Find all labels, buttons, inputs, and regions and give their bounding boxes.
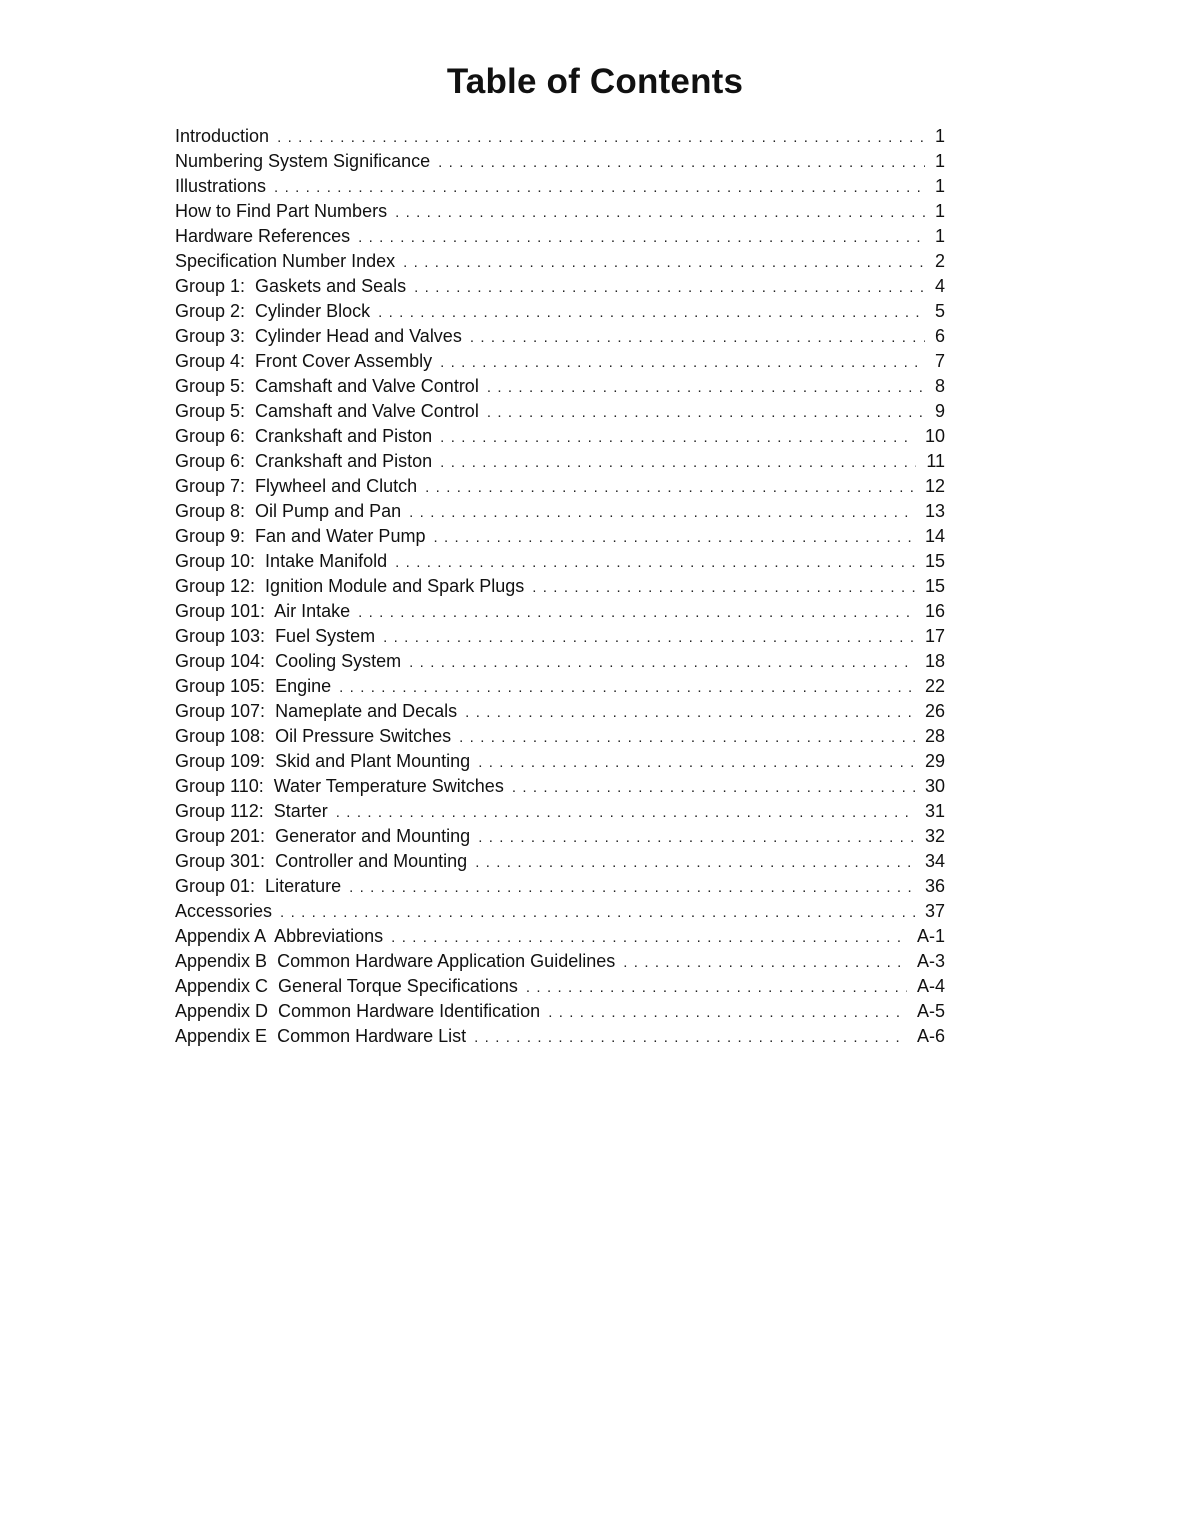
toc-entry-label: [175, 849, 467, 874]
toc-entry-label: [175, 674, 331, 699]
toc-entry: [175, 149, 945, 174]
toc-entry-page-number: 11: [926, 451, 945, 471]
toc-entry-page-number: 1: [934, 126, 945, 146]
toc-entry-label-text: Group 6: Crankshaft and Piston: [175, 451, 433, 471]
toc-entry: [175, 224, 945, 249]
toc-entry-label: [175, 999, 540, 1024]
toc-entry: [175, 1024, 945, 1049]
toc-dot-leader: [336, 800, 915, 825]
toc-entry-label-text: Group 103: Fuel System: [175, 626, 376, 646]
toc-dot-leader: [623, 950, 907, 975]
toc-entry: [175, 849, 945, 874]
toc-entry-label: [175, 499, 401, 524]
toc-entry-label-text: Group 5: Camshaft and Valve Control: [175, 401, 479, 421]
toc-dot-leader: [475, 850, 915, 875]
toc-dot-leader: [409, 500, 915, 525]
toc-dot-leader: [548, 1000, 907, 1025]
toc-entry-page-number: 5: [934, 301, 945, 321]
toc-entry-label: [175, 599, 350, 624]
toc-entry-label: [175, 149, 430, 174]
toc-entry-page-number: 7: [934, 351, 945, 371]
toc-dot-leader: [459, 725, 915, 750]
toc-entry-page-number: 8: [934, 376, 945, 396]
toc-entry-page-number: 29: [924, 751, 945, 771]
toc-dot-leader: [349, 875, 915, 900]
toc-dot-leader: [383, 625, 915, 650]
toc-entry-page-number: 14: [924, 526, 945, 546]
toc-entry: [175, 949, 945, 974]
toc-dot-leader: [403, 250, 925, 275]
toc-entry-label: [175, 824, 470, 849]
toc-entry-label: [175, 424, 432, 449]
toc-entry-label: [175, 874, 341, 899]
toc-entry-page-number: 34: [924, 851, 945, 871]
toc-entry: [175, 674, 945, 699]
toc-entry-label-text: Group 9: Fan and Water Pump: [175, 526, 426, 546]
toc-entry: [175, 299, 945, 324]
toc-entry-page-number: 13: [924, 501, 945, 521]
toc-entry-page-number: 15: [924, 576, 945, 596]
toc-entry-label: [175, 224, 350, 249]
toc-entry-label-text: Appendix D Common Hardware Identification: [175, 1001, 541, 1021]
toc-entry-label: [175, 574, 524, 599]
toc-entry-label: [175, 249, 395, 274]
toc-entry: [175, 899, 945, 924]
toc-entry-label-text: Group 107: Nameplate and Decals: [175, 701, 458, 721]
toc-dot-leader: [478, 750, 915, 775]
toc-entry-label: [175, 724, 451, 749]
toc-entry-label: [175, 749, 470, 774]
table-of-contents: [175, 124, 945, 1049]
page-title: Table of Contents: [446, 62, 744, 101]
toc-entry-page-number: 37: [924, 901, 945, 921]
toc-entry: [175, 574, 945, 599]
toc-entry: [175, 199, 945, 224]
toc-entry-label: [175, 324, 462, 349]
toc-dot-leader: [425, 475, 915, 500]
toc-entry-page-number: 15: [924, 551, 945, 571]
toc-entry-label: [175, 449, 432, 474]
toc-dot-leader: [465, 700, 915, 725]
toc-entry: [175, 874, 945, 899]
toc-entry-label-text: Group 112: Starter: [175, 801, 328, 821]
toc-entry-label-text: Group 7: Flywheel and Clutch: [175, 476, 418, 496]
toc-entry-label: [175, 399, 479, 424]
toc-entry: [175, 474, 945, 499]
toc-entry-label: [175, 649, 401, 674]
toc-entry-label-text: Group 201: Generator and Mounting: [175, 826, 471, 846]
toc-entry-label: [175, 949, 615, 974]
toc-entry-label: [175, 799, 328, 824]
toc-dot-leader: [339, 675, 915, 700]
toc-entry-label-text: Appendix E Common Hardware List: [175, 1026, 467, 1046]
toc-entry: [175, 974, 945, 999]
toc-entry-label: [175, 474, 417, 499]
toc-entry-label-text: Group 101: Air Intake: [175, 601, 351, 621]
toc-entry: [175, 249, 945, 274]
toc-entry-label-text: Group 01: Literature: [175, 876, 342, 896]
toc-entry-label: [175, 524, 425, 549]
toc-entry-page-number: 36: [924, 876, 945, 896]
toc-entry-page-number: A-5: [916, 1001, 945, 1021]
toc-dot-leader: [433, 525, 915, 550]
toc-entry-page-number: 1: [934, 176, 945, 196]
toc-dot-leader: [378, 300, 925, 325]
toc-entry-label-text: Group 5: Camshaft and Valve Control: [175, 376, 479, 396]
toc-entry: [175, 774, 945, 799]
toc-entry-label-text: Group 3: Cylinder Head and Valves: [175, 326, 462, 346]
toc-dot-leader: [395, 200, 925, 225]
toc-entry-page-number: A-1: [916, 926, 945, 946]
toc-entry-label: [175, 549, 387, 574]
toc-entry-label-text: Group 104: Cooling System: [175, 651, 402, 671]
toc-entry-page-number: 12: [924, 476, 945, 496]
toc-entry: [175, 449, 945, 474]
toc-entry-page-number: A-6: [916, 1026, 945, 1046]
toc-entry: [175, 499, 945, 524]
toc-entry-label-text: Group 110: Water Temperature Switches: [175, 776, 504, 796]
toc-entry-label-text: Group 10: Intake Manifold: [175, 551, 388, 571]
toc-entry-label-text: Appendix C General Torque Specifications: [175, 976, 518, 996]
toc-entry-page-number: 1: [934, 151, 945, 171]
toc-entry-label-text: Group 109: Skid and Plant Mounting: [175, 751, 471, 771]
toc-entry-label-text: Accessories: [175, 901, 273, 921]
toc-dot-leader: [274, 175, 925, 200]
toc-entry-label: [175, 924, 383, 949]
toc-entry: [175, 649, 945, 674]
toc-entry: [175, 374, 945, 399]
toc-entry: [175, 324, 945, 349]
toc-entry: [175, 624, 945, 649]
toc-dot-leader: [440, 350, 925, 375]
toc-entry-label-text: Group 4: Front Cover Assembly: [175, 351, 433, 371]
toc-dot-leader: [277, 125, 925, 150]
toc-entry-label-text: Group 108: Oil Pressure Switches: [175, 726, 452, 746]
toc-entry-page-number: 2: [934, 251, 945, 271]
toc-entry-page-number: 1: [934, 201, 945, 221]
toc-entry-label: [175, 199, 387, 224]
toc-dot-leader: [409, 650, 915, 675]
toc-dot-leader: [440, 425, 915, 450]
toc-entry-label-text: Hardware References: [175, 226, 351, 246]
toc-entry-label: [175, 1024, 466, 1049]
toc-entry-page-number: 10: [924, 426, 945, 446]
toc-entry: [175, 824, 945, 849]
toc-entry: [175, 699, 945, 724]
toc-dot-leader: [474, 1025, 907, 1050]
toc-entry-page-number: 31: [924, 801, 945, 821]
toc-dot-leader: [391, 925, 907, 950]
toc-entry-label-text: Group 301: Controller and Mounting: [175, 851, 468, 871]
toc-dot-leader: [358, 600, 915, 625]
toc-entry-label-text: Appendix A Abbreviations: [175, 926, 384, 946]
toc-entry-page-number: 17: [924, 626, 945, 646]
toc-entry-page-number: 16: [924, 601, 945, 621]
toc-entry-page-number: 4: [934, 276, 945, 296]
toc-entry: [175, 799, 945, 824]
toc-entry: [175, 424, 945, 449]
toc-entry-label-text: Group 2: Cylinder Block: [175, 301, 371, 321]
toc-entry: [175, 749, 945, 774]
toc-entry-page-number: A-3: [916, 951, 945, 971]
toc-entry: [175, 274, 945, 299]
toc-entry-label: [175, 974, 518, 999]
toc-dot-leader: [487, 400, 925, 425]
toc-dot-leader: [526, 975, 907, 1000]
toc-entry: [175, 999, 945, 1024]
toc-dot-leader: [414, 275, 925, 300]
toc-entry-page-number: 1: [934, 226, 945, 246]
toc-entry-label-text: Group 8: Oil Pump and Pan: [175, 501, 402, 521]
toc-entry: [175, 349, 945, 374]
toc-entry-label: [175, 899, 272, 924]
toc-entry: [175, 924, 945, 949]
toc-entry-label-text: Group 6: Crankshaft and Piston: [175, 426, 433, 446]
toc-entry-label: [175, 374, 479, 399]
toc-dot-leader: [470, 325, 925, 350]
toc-dot-leader: [478, 825, 915, 850]
toc-entry-page-number: 28: [924, 726, 945, 746]
toc-entry: [175, 399, 945, 424]
toc-entry-page-number: 18: [924, 651, 945, 671]
toc-entry-label: [175, 174, 266, 199]
toc-entry-label-text: Introduction: [175, 126, 270, 146]
toc-entry-page-number: 26: [924, 701, 945, 721]
toc-entry-label-text: Group 12: Ignition Module and Spark Plugs: [175, 576, 525, 596]
toc-dot-leader: [358, 225, 925, 250]
toc-entry-label: [175, 299, 370, 324]
toc-entry-label-text: Group 105: Engine: [175, 676, 332, 696]
toc-entry-label: [175, 624, 375, 649]
toc-entry-label-text: How to Find Part Numbers: [175, 201, 388, 221]
toc-entry-label: [175, 699, 457, 724]
toc-dot-leader: [487, 375, 925, 400]
toc-entry-page-number: 30: [924, 776, 945, 796]
toc-entry-label-text: Appendix B Common Hardware Application Guidelines: [175, 951, 616, 971]
toc-entry-label-text: Group 1: Gaskets and Seals: [175, 276, 407, 296]
toc-entry: [175, 124, 945, 149]
toc-entry: [175, 549, 945, 574]
toc-dot-leader: [395, 550, 915, 575]
toc-entry-page-number: 9: [934, 401, 945, 421]
toc-entry-label: [175, 349, 432, 374]
toc-entry-label: [175, 124, 269, 149]
toc-entry-page-number: A-4: [916, 976, 945, 996]
toc-entry: [175, 724, 945, 749]
toc-dot-leader: [532, 575, 915, 600]
toc-entry-page-number: 22: [924, 676, 945, 696]
toc-entry-label-text: Numbering System Significance: [175, 151, 431, 171]
toc-entry-label: [175, 774, 504, 799]
toc-dot-leader: [438, 150, 925, 175]
toc-entry: [175, 174, 945, 199]
toc-entry-label: [175, 274, 406, 299]
toc-dot-leader: [512, 775, 915, 800]
toc-dot-leader: [440, 450, 916, 475]
toc-entry-page-number: 6: [934, 326, 945, 346]
toc-entry-page-number: 32: [924, 826, 945, 846]
toc-dot-leader: [280, 900, 915, 925]
toc-entry: [175, 599, 945, 624]
toc-entry-label-text: Illustrations: [175, 176, 267, 196]
toc-entry: [175, 524, 945, 549]
toc-entry-label-text: Specification Number Index: [175, 251, 396, 271]
